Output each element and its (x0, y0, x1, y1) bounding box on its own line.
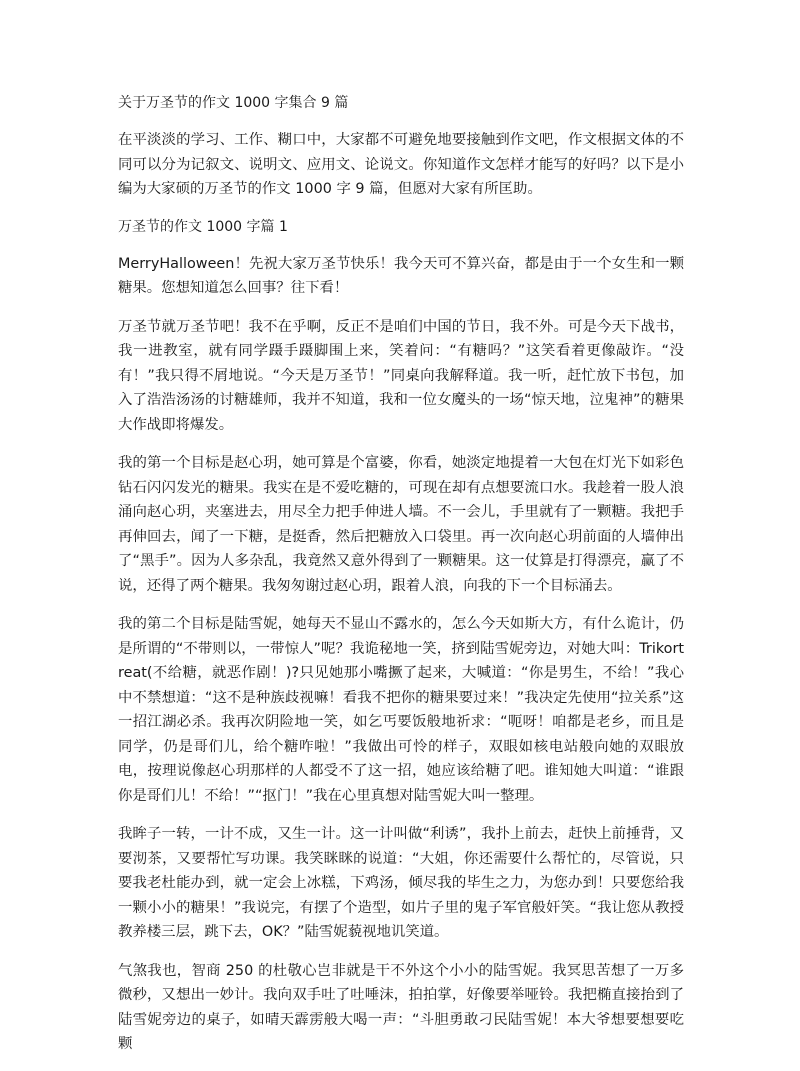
body-paragraph-5: 我眸子一转，一计不成，又生一计。这一计叫做“利诱”，我扑上前去，赶快上前捶背，又要沏茶，又要帮忙写功课。我笑眯眯的说道：“大姐，你还需要什么帮忙的，尽管说，只要我老杜能办到，就一定会上冰糕，下鸡汤，倾尽我的毕生之力，为您办到！只要您给我一颗小小的糖果！”我说完，有摆了个造型，如片子里的鬼子军官般奸笑。“我让您从教授教养楼三层，跳下去，OK？”陆雪妮藐视地讥笑道。 (118, 826, 684, 940)
body-paragraph-3: 我的第一个目标是赵心玥，她可算是个富婆，你看，她淡定地提着一大包在灯光下如彩色钻石闪闪发光的糖果。我实在是不爱吃糖的，可现在却有点想要流口水。我趁着一股人浪涌向赵心玥，夹塞进去，用尽全力把手伸进人墙。不一会儿，手里就有了一颗糖。我把手再伸回去，闻了一下糖，是挺香，然后把糖放入口袋里。再一次向赵心玥前面的人墙伸出了“黑手”。因为人多杂乱，我竟然又意外得到了一颗糖果。这一仗算是打得漂亮，赢了不说，还得了两个糖果。我匆匆谢过赵心玥，跟着人浪，向我的下一个目标涌去。 (118, 455, 684, 594)
body-paragraph-1: MerryHalloween！先祝大家万圣节快乐！我今天可不算兴奋，都是由于一个女生和一颗糖果。您想知道怎么回事？往下看！ (118, 255, 684, 296)
intro-paragraph: 在平淡淡的学习、工作、糊口中，大家都不可避免地要接触到作文吧，作文根据文体的不同可以分为记叙文、说明文、应用文、论说文。你知道作文怎样才能写的好吗？以下是小编为大家硕的万圣节的作文 1000 字 9 篇，但愿对大家有所匡助。 (118, 132, 684, 197)
body-paragraph-2: 万圣节就万圣节吧！我不在乎啊，反正不是咱们中国的节日，我不外。可是今天下战书，我一进教室，就有同学蹑手蹑脚围上来，笑着问：“有糖吗？”这笑看着更像敲诈。“没有！”我只得不屑地说。“今天是万圣节！”同桌向我解释道。我一听，赶忙放下书包，加入了浩浩汤汤的讨糖雄师，我并不知道，我和一位女魔头的一场“惊天地，泣鬼神”的糖果大作战即将爆发。 (118, 318, 684, 433)
document-page (118, 92, 684, 1071)
section-title: 万圣节的作文 1000 字篇 1 (118, 218, 288, 235)
document-title: 关于万圣节的作文 1000 字集合 9 篇 (118, 95, 349, 111)
body-paragraph-6: 气煞我也，智商 250 的杜敬心岂非就是干不外这个小小的陆雪妮。我冥思苦想了一万多微秒，又想出一妙计。我向双手吐了吐唾沫，拍拍掌，好像要举哑铃。我把椭直接抬到了陆雪妮旁边的桌子，如晴天霹雳般大喝一声：“斗胆勇敢刁民陆雪妮！本大爷想要想要吃颗 (118, 962, 684, 1052)
body-paragraph-4: 我的第二个目标是陆雪妮，她每天不显山不露水的，怎么今天如斯大方，有什么诡计，仍是所谓的“不带则以，一带惊人”呢？我诡秘地一笑，挤到陆雪妮旁边，对她大叫：Trikortreat(不给糖，就恶作剧！)?只见她那小嘴撅了起来，大喊道：“你是男生，不给！”我心中不禁想道：“这不是种族歧视嘛！看我不把你的糖果要过来！”我决定先使用“拉关系”这一招江湖必杀。我再次阴险地一笑，如乞丐要饭般地祈求：“呃呀！咱都是老乡，而且是同学，仍是哥们儿，给个糖咋啦！”我做出可怜的样子，双眼如核电站般向她的双眼放电，按理说像赵心玥那样的人都受不了这一招，她应该给糖了吧。谁知她大叫道：“谁跟你是哥们儿！不给！”“抠门！”我在心里真想对陆雪妮大叫一整理。 (118, 616, 684, 804)
